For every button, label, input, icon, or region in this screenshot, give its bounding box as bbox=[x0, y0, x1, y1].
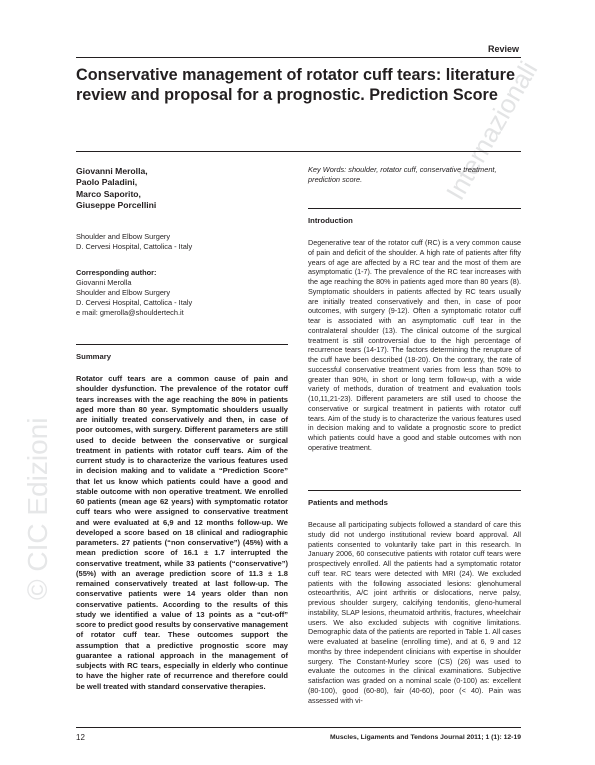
article-title: Conservative management of rotator cuff tears: literature review and proposal for a prognostic. Prediction Score bbox=[76, 66, 515, 104]
keywords: Key Words: shoulder, rotator cuff, conservative treatment, prediction score. bbox=[308, 165, 497, 184]
header-rule bbox=[76, 57, 521, 58]
page-number: 12 bbox=[76, 733, 85, 742]
summary-rule bbox=[76, 344, 288, 345]
affiliation bbox=[76, 232, 192, 252]
corresponding-line: Shoulder and Elbow Surgery bbox=[76, 288, 171, 297]
summary-heading: Summary bbox=[76, 352, 112, 361]
journal-citation: Muscles, Ligaments and Tendons Journal 2011; 1 (1): 12-19 bbox=[330, 734, 521, 741]
affiliation-line: D. Cervesi Hospital, Cattolica - Italy bbox=[76, 242, 193, 251]
corresponding-author bbox=[76, 268, 192, 318]
corresponding-heading: Corresponding author: bbox=[76, 268, 157, 277]
watermark-diagonal: Internazionali bbox=[440, 56, 544, 206]
watermark-vertical: © CIC Edizioni bbox=[22, 417, 53, 600]
author: Giuseppe Porcellini bbox=[76, 200, 157, 211]
author: Giovanni Merolla, bbox=[76, 166, 148, 176]
introduction-text: Degenerative tear of the rotator cuff (RC) is a very common cause of pain and deficit of the shoulder. A high rate of patients after fifty years of age are affected by a RC tear and the most of them are asymptomatic (1-7). The prevalence of the RC tear increases with the age reaching the 80% in patients aged more than 80 years (8). Symptomatic shoulders in patients affected by RC tears usually are initially treated conservatively and then, in case of poor outcomes, with surgery (9-12). Often a symptomatic rotator cuff tear is associated with an asymptomatic cuff tear in the contralateral shoulder (13). The clinical outcome of the surgical treatment is still controversial due to the high percentage of recurrence tears (14-17). The factors determining the rerupture of the cuff have been described (18-20). On the contrary, the rate of successful conservative treatment varies from less than 50% to greater than 90%, in short or long term follow-up, with a wide variety of methods, duration of treatment and evaluation tools (10,11,21-23). Different parameters are still used to choose the conservative or surgical treatment in patients with rotator cuff tears. Aim of the study is to characterize the various features used in decision making and to validate a prognostic score to predict which patients could have a good and stable outcomes with non operative treatment. bbox=[308, 238, 521, 452]
corresponding-line: D. Cervesi Hospital, Cattolica - Italy bbox=[76, 298, 193, 307]
footer-rule bbox=[76, 727, 521, 728]
methods-rule bbox=[308, 490, 521, 491]
section-label: Review bbox=[487, 44, 519, 54]
corresponding-line: Giovanni Merolla bbox=[76, 278, 132, 287]
corresponding-email: e mail: gmerolla@shouldertech.it bbox=[76, 308, 184, 317]
affiliation-line: Shoulder and Elbow Surgery bbox=[76, 232, 171, 241]
introduction-heading: Introduction bbox=[308, 216, 353, 225]
author: Marco Saporito, bbox=[76, 188, 141, 199]
methods-heading: Patients and methods bbox=[308, 498, 388, 507]
summary-text: Rotator cuff tears are a common cause of pain and shoulder dysfunction. The prevalence of the rotator cuff tears increases with the age reaching the 80% in patients aged more than 80 year. Symptomatic shoulders usually are initially treated conservatively and then, in case of poor outcomes, with surgery. Different parameters are still used to decide between the conservative or surgical treatment in patients with rotator cuff tears. Aim of the current study is to characterize the various features used in decision making and to validate a “Prediction Score” that let us know which patients could have a good and stable outcome with non operative treatment. We enrolled 60 patients (mean age 62 years) with symptomatic rotator cuff tears who were assigned to conservative treatment and were evaluated at 6,9 and 12 months follow-up. We developed a score based on 18 clinical and radiographic parameters. 27 patients (“non conservative”) (45%) with a mean prediction score of 16.1 ± 1.7 interrupted the conservative treatment, while 33 patients (“conservative”) (55%) with an average prediction score of 11.3 ± 1.8 remained conservatively treated at last follow-up. The conservative patients were 14 years older than non conservative patients. According to the results of this study we identified a value of 13 points as a “cut-off” score to predict good results by conservative management of rotator cuff tear. These outcomes support the assumption that a predictive prognostic score may guarantee a rational approach in the management of subjects with RC tears, especially in elderly who continue to have the higher rate of recurrence and therefore could be well treated with standard conservative therapies. bbox=[76, 374, 288, 691]
intro-rule bbox=[308, 208, 521, 209]
author-list bbox=[76, 166, 156, 212]
methods-text: Because all participating subjects followed a standard of care this study did not undergo institutional review board approval. All patients consented to voluntarily take part in this research. In January 2006, 60 consecutive patients with rotator cuff tears were prospectively enrolled. All the patients had a symptomatic rotator cuff tear. RC tears were detected with MRI (24). We excluded patients with the following associated lesions: glenohumeral osteoarthritis, A/C joint arthritis or dislocations, nerve palsy, previous shoulder surgery, calcifying tendonitis, gleno-humeral instability, SLAP lesions, rheumatoid arthritis, fractures, wheelchair users. We also excluded subjects with cognitive limitations. Demographic data of the patients are reported in Table 1. All cases were evaluated at baseline (enrolling time), and at 6, 9 and 12 months by three independent clinicians with expertise in shoulder surgery. The Constant-Murley score (CS) (26) was used to evaluate the outcomes in the clinical examinations. Subjective satisfaction was graded on a nominal scale (0-100) as: excellent (80-100), good (60-80), fair (40-60), poor (< 40). Pain was assessed with vi- bbox=[308, 520, 521, 705]
title-rule bbox=[76, 151, 521, 152]
author: Paolo Paladini, bbox=[76, 177, 138, 188]
